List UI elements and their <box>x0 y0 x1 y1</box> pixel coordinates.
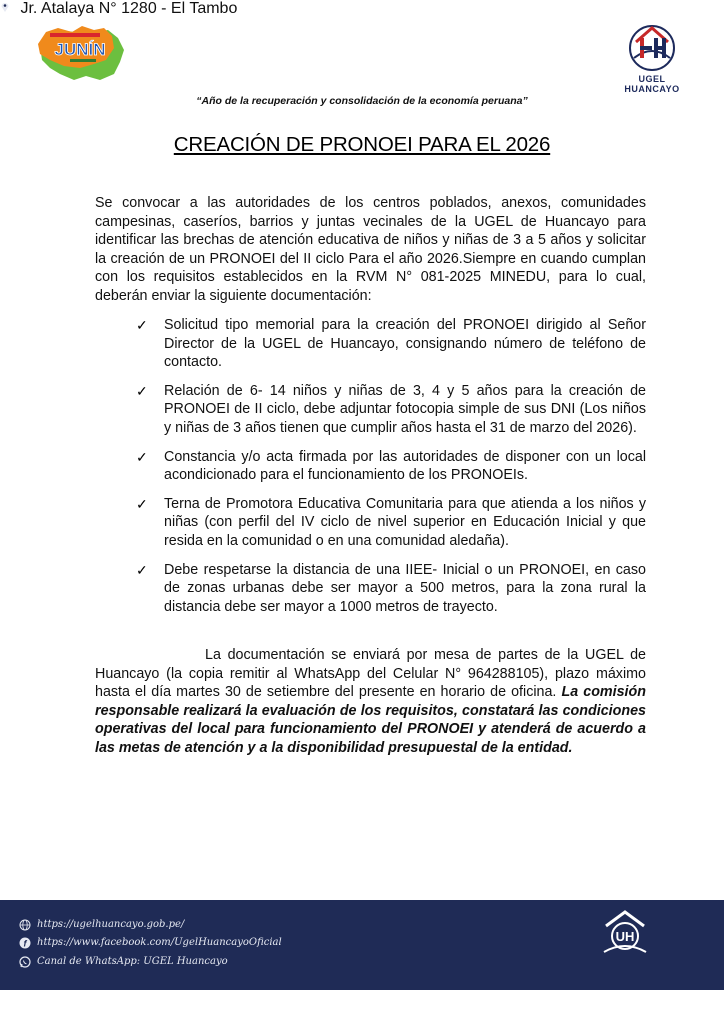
closing-text: La documentación se enviará por mesa de partes de la UGEL de Huancayo (la copia remitir al WhatsApp del Celular N° 964288105), plazo máximo hasta el día martes 30 de setiembre del presente en horario de oficina. <box>95 647 646 701</box>
whatsapp-icon <box>18 955 31 968</box>
address-text: Jr. Atalaya N° 1280 - El Tambo <box>20 0 238 17</box>
ugel-footer-logo <box>598 908 652 956</box>
footer-website[interactable] <box>18 918 184 931</box>
year-motto: “Año de la recuperación y consolidación de la economía peruana” <box>196 95 528 107</box>
document-title: CREACIÓN DE PRONOEI PARA EL 2026 <box>173 133 551 156</box>
footer-facebook[interactable] <box>18 936 282 949</box>
globe-icon <box>18 918 31 931</box>
ugel-huancayo-logo <box>612 24 692 94</box>
facebook-link[interactable]: https://www.facebook.com/UgelHuancayoOficial <box>37 937 282 948</box>
requirement-text: Relación de 6- 14 niños y niñas de 3, 4 y 5 años para la creación de PRONOEI de II ciclo, debe adjuntar fotocopia simple de sus DNI (Los niños y niñas de 3 años tienen que cumplir años hasta el 31 de marzo del 2026). <box>164 382 646 436</box>
whatsapp-channel[interactable]: Canal de WhatsApp: UGEL Huancayo <box>37 956 228 967</box>
svg-text:UH: UH <box>615 929 635 944</box>
svg-text:f: f <box>23 938 26 948</box>
requirements-list <box>136 316 646 626</box>
requirement-text: Debe respetarse la distancia de una IIEE- Inicial o un PRONOEI, en caso de zonas urbanas debe ser mayor a 500 metros, para la zona rural la distancia debe ser mayor a 1000 metros de trayecto. <box>164 561 646 615</box>
checkmark-icon: ✓ <box>136 448 148 465</box>
requirement-item <box>136 561 646 617</box>
junin-region-logo <box>34 24 128 84</box>
ugel-logo-caption: UGEL <box>638 74 666 84</box>
closing-paragraph <box>95 646 646 758</box>
website-link[interactable]: https://ugelhuancayo.gob.pe/ <box>37 919 185 930</box>
huancayo-logo-caption: HUANCAYO <box>624 84 680 94</box>
closing-emphasis: La comisión responsable realizará la evaluación de los requisitos, constatará las condiciones operativas del local para funcionamiento del PRONOEI y atenderá de acuerdo a las metas de atención y a la disponibilidad presupuestal de la entidad. <box>95 684 646 756</box>
intro-paragraph: Se convocar a las autoridades de los centros poblados, anexos, comunidades campesinas, caseríos, barrios y juntas vecinales de la UGEL de Huancayo para identificar las brechas de atención educativa de niños y niñas de 3 a 5 años y solicitar la creación de un PRONOEI del II ciclo Para el año 2026.Siempre en cuando cumplan con los requisitos establecidos en la RVM N° 081-2025 MINEDU, para lo cual, deberán enviar la siguiente documentación: <box>95 195 646 304</box>
checkmark-icon: ✓ <box>136 561 148 578</box>
checkmark-icon: ✓ <box>136 495 148 512</box>
requirement-text: Terna de Promotora Educativa Comunitaria para que atienda a los niños y niñas (con perfil del IV ciclo de nivel superior en Educación Inicial y que resida en la comunidad o en una comunidad aledaña). <box>164 495 646 549</box>
facebook-icon <box>18 936 31 949</box>
footer-whatsapp[interactable] <box>18 955 228 968</box>
location-pin-icon <box>0 1 10 13</box>
requirement-item <box>136 495 646 551</box>
checkmark-icon: ✓ <box>136 317 148 333</box>
footer-address <box>0 0 724 18</box>
requirement-item <box>136 448 646 485</box>
requirement-item <box>136 316 646 372</box>
requirement-text: Solicitud tipo memorial para la creación del PRONOEI dirigido al Señor Director de la UGEL de Huancayo, consignando número de teléfono de contacto. <box>164 317 646 371</box>
requirement-text: Constancia y/o acta firmada por las autoridades de disponer con un local acondicionado para el funcionamiento de los PRONOEIs. <box>164 448 646 484</box>
checkmark-icon: ✓ <box>136 382 148 399</box>
junin-logo-text: JUNÍN <box>54 40 106 59</box>
requirement-item <box>136 382 646 438</box>
